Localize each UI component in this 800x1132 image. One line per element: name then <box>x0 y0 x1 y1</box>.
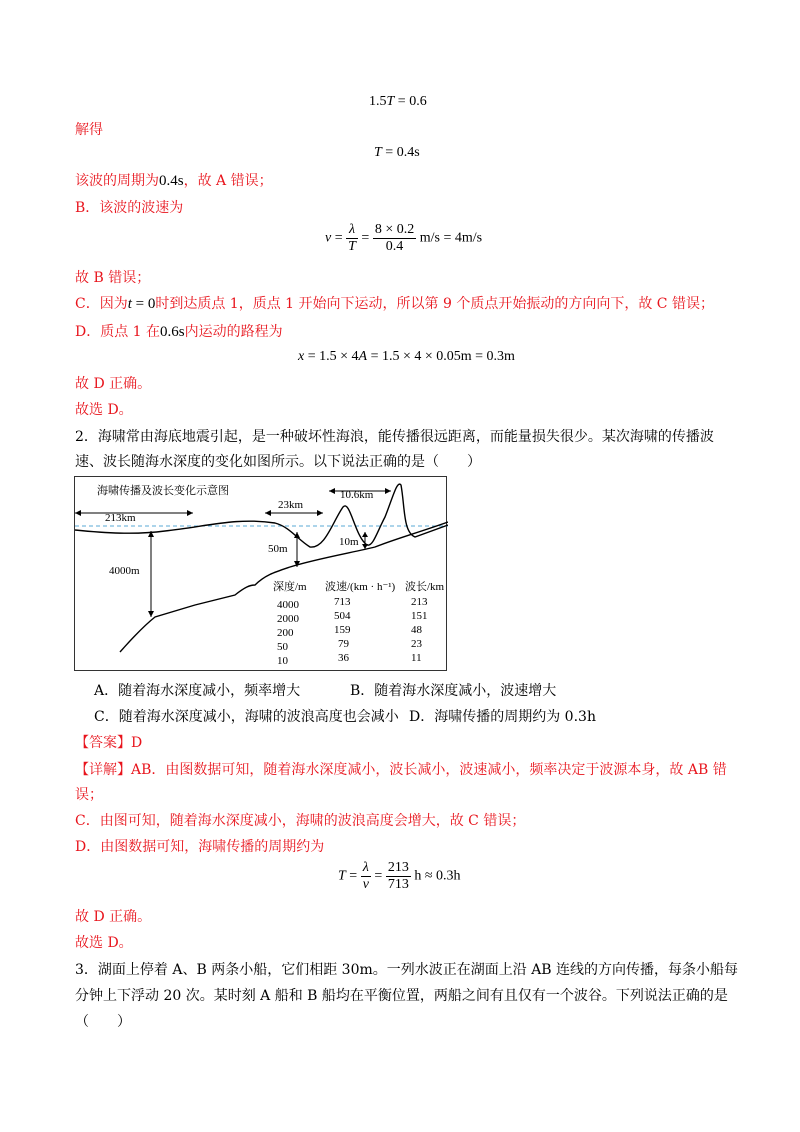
arrow-head <box>187 510 193 516</box>
fraction-lambda-t <box>346 222 358 255</box>
option-c-explanation <box>75 294 714 314</box>
numerator: λ <box>361 860 371 877</box>
fraction-lambda-v <box>361 860 371 893</box>
table-cell: 50 <box>277 641 288 653</box>
eq-variable: A <box>358 349 368 364</box>
inline-math: = 0 <box>131 296 156 312</box>
table-header-speed: 波速/(km · h⁻¹) <box>325 581 396 593</box>
arrow-head <box>385 488 391 494</box>
eq-variable: v <box>325 230 332 246</box>
answer: 【答案】D <box>75 735 143 751</box>
arrow-head <box>329 488 335 494</box>
text: 内运动的路程为 <box>184 324 283 340</box>
table-cell: 23 <box>411 638 422 650</box>
eq-variable: T <box>386 94 395 109</box>
numerator: 8 × 0.2 <box>374 222 415 237</box>
inline-math: 0.6s <box>160 324 185 340</box>
detail-option-d: D．由图数据可知，海啸传播的周期约为 <box>75 839 325 855</box>
denominator: 713 <box>387 877 409 892</box>
eq-part: = 1.5 × 4 × 0.05m = 0.3m <box>367 349 515 364</box>
arrow-head <box>265 510 271 516</box>
table-cell: 48 <box>411 624 422 636</box>
inline-math: 0.4s <box>159 173 184 189</box>
arrow-head <box>75 510 81 516</box>
numerator: 213 <box>387 860 409 875</box>
text: 时到达质点 1，质点 1 开始向下运动，所以第 9 个质点开始振动的方向向下，故 C 错误； <box>155 296 714 312</box>
option-b-wrong: 故 B 错误； <box>75 270 151 286</box>
table-cell: 36 <box>338 652 349 664</box>
label-10m: 10m <box>339 536 359 548</box>
eq-variable: T <box>374 145 382 160</box>
option-d-correct: 故 D 正确。 <box>75 376 152 392</box>
eq-rest: m/s = 4m/s <box>416 230 483 246</box>
question-2-line-2: 速、波长随海水深度的变化如图所示。以下说法正确的是（ ） <box>75 454 481 470</box>
question-3-line-1: 3．湖面上停着 A、B 两条小船，它们相距 30m。一列水波正在湖面上沿 AB 连线的方向传播，每条小船每 <box>75 962 739 978</box>
option-d-correct-2: 故 D 正确。 <box>75 909 152 925</box>
eq-sign: = <box>370 868 386 884</box>
eq-sign: = <box>357 230 373 246</box>
question-3-line-3: （ ） <box>75 1014 131 1030</box>
denominator: 0.4 <box>385 239 404 254</box>
choose-d-2: 故选 D。 <box>75 935 133 951</box>
text: ，故 A 错误； <box>183 173 273 189</box>
table-cell: 213 <box>411 596 428 608</box>
equation-period-result <box>374 145 420 161</box>
equation-path-length <box>298 349 515 365</box>
table-cell: 151 <box>411 610 428 622</box>
option-b-intro: B．该波的波速为 <box>75 200 184 216</box>
label-50m: 50m <box>268 543 288 555</box>
equation-period <box>369 94 427 110</box>
inline-math-var: t <box>127 296 132 312</box>
table-header-wavelength: 波长/km <box>405 581 445 593</box>
denominator: T <box>348 239 356 254</box>
question-2-line-1: 2．海啸常由海底地震引起，是一种破坏性海浪，能传播很远距离，而能量损失很少。某次海啸的传播波 <box>75 429 714 445</box>
eq-variable: x <box>298 349 305 364</box>
equation-wave-speed <box>325 222 482 255</box>
tsunami-diagram <box>75 477 448 672</box>
arrow-head <box>362 532 368 537</box>
equation-tsunami-period <box>338 860 461 893</box>
table-cell: 2000 <box>277 613 299 625</box>
table-cell: 11 <box>411 652 422 664</box>
table-cell: 200 <box>277 627 294 639</box>
text: D．质点 1 在 <box>75 324 161 340</box>
option-b: B．随着海水深度减小，波速增大 <box>350 683 557 699</box>
table-cell: 4000 <box>277 599 299 611</box>
eq-rhs: = 0.4s <box>381 145 420 160</box>
label-23km: 23km <box>278 499 304 511</box>
text: 该波的周期为 <box>75 173 159 189</box>
label-213km: 213km <box>105 512 136 524</box>
eq-part: = 1.5 × 4 <box>304 349 359 364</box>
eq-sign: = <box>331 230 347 246</box>
table-cell: 10 <box>277 655 288 667</box>
arrow-head <box>148 611 154 617</box>
question-3-line-2: 分钟上下浮动 20 次。某时刻 A 船和 B 船均在平衡位置，两船之间有且仅有一个波谷。下列说法正确的是 <box>75 988 728 1004</box>
detail-line-1: 【详解】AB．由图数据可知，随着海水深度减小，波长减小，波速减小，频率决定于波源本身，故 AB 错 <box>75 762 727 778</box>
solve-label: 解得 <box>75 122 103 138</box>
table-cell: 159 <box>334 624 351 636</box>
option-d-intro <box>75 322 283 342</box>
label-10-6km: 10.6km <box>340 489 374 501</box>
figure-title: 海啸传播及波长变化示意图 <box>97 484 229 497</box>
tsunami-figure <box>74 476 447 671</box>
eq-sign: = <box>345 868 361 884</box>
numerator: λ <box>346 222 358 239</box>
table-cell: 713 <box>334 596 351 608</box>
eq-variable: T <box>338 868 346 884</box>
table-cell: 79 <box>338 638 349 650</box>
option-a: A．随着海水深度减小，频率增大 <box>94 683 301 699</box>
detail-line-2: 误； <box>75 787 103 803</box>
choose-d: 故选 D。 <box>75 402 133 418</box>
text: C．因为 <box>75 296 128 312</box>
option-d: D．海啸传播的周期约为 0.3h <box>409 709 596 725</box>
data-table <box>273 579 445 667</box>
table-cell: 504 <box>334 610 351 622</box>
arrow-head <box>317 510 323 516</box>
table-header-depth: 深度/m <box>273 581 307 593</box>
detail-option-c: C．由图可知，随着海水深度减小，海啸的波浪高度会增大，故 C 错误； <box>75 813 526 829</box>
fraction-values <box>386 860 411 893</box>
eq-rhs: = 0.6 <box>394 94 427 109</box>
denominator: v <box>362 877 369 892</box>
eq-rest: h ≈ 0.3h <box>410 868 461 884</box>
option-a-explanation <box>75 171 273 191</box>
eq-coefficient: 1.5 <box>369 94 387 109</box>
fraction-values <box>373 222 416 255</box>
label-4000m: 4000m <box>109 565 140 577</box>
option-c: C．随着海水深度减小，海啸的波浪高度也会减小 <box>94 709 399 725</box>
